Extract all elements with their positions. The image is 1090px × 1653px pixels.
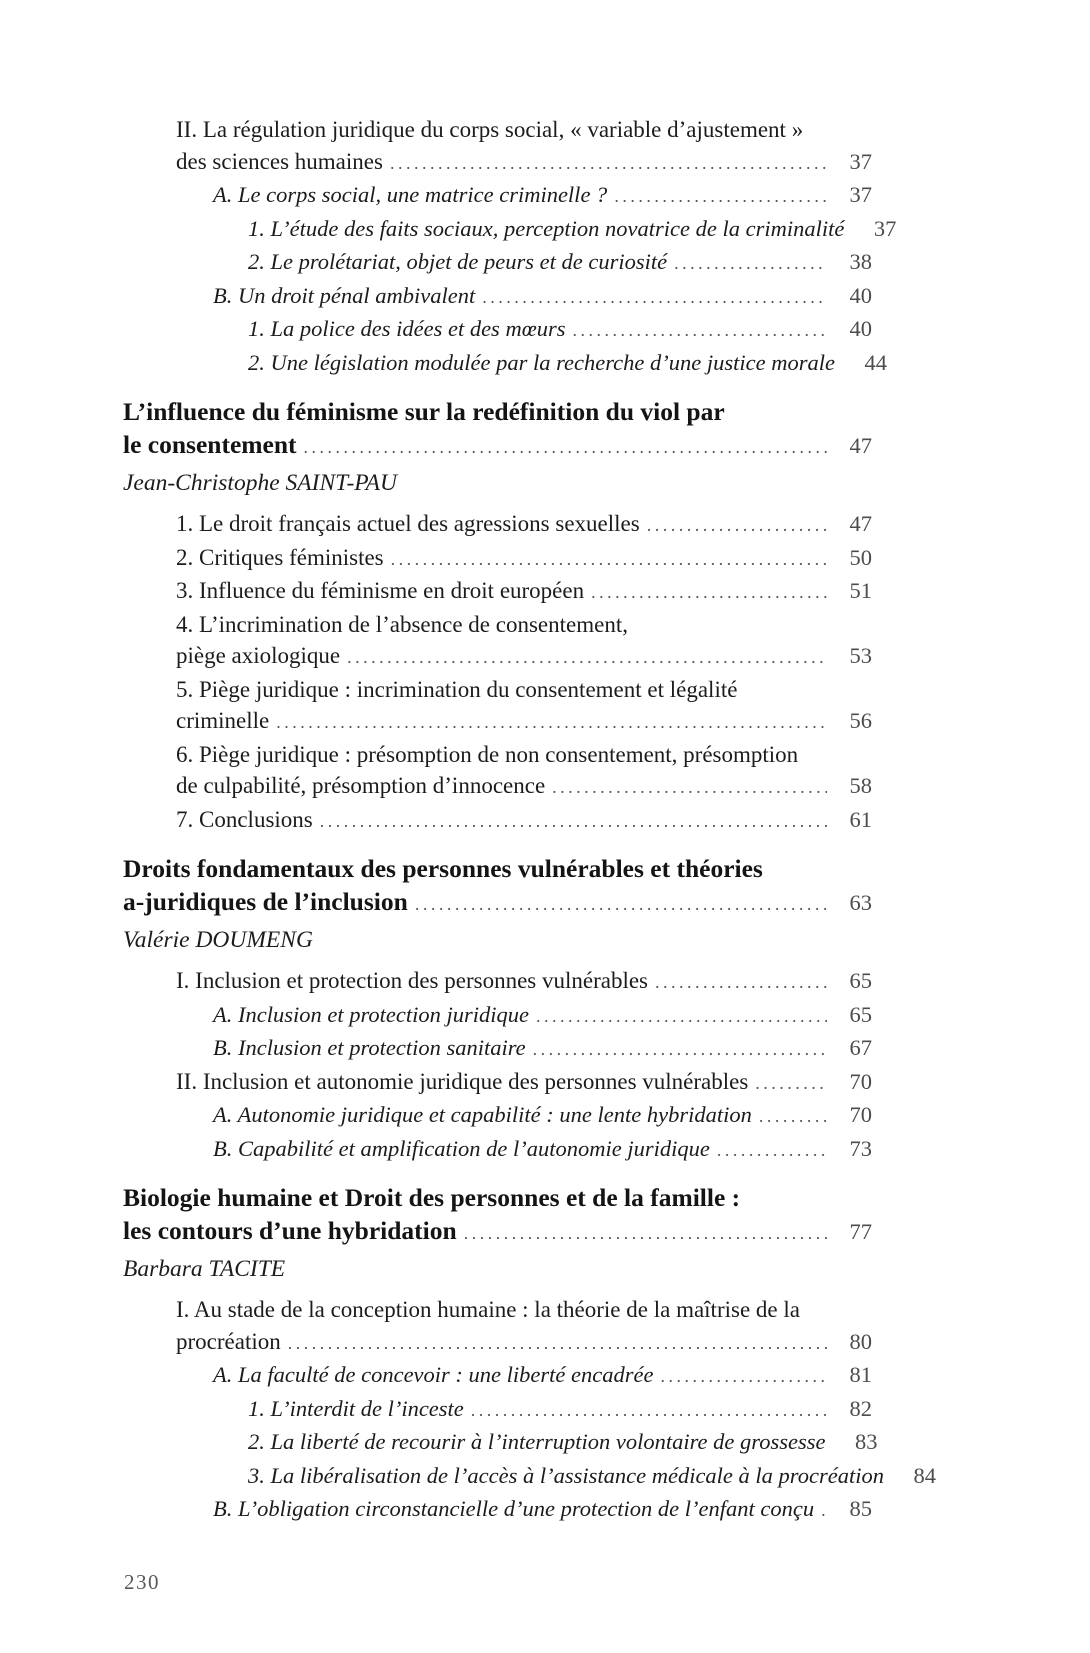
dot-leader bbox=[614, 181, 827, 213]
toc-entry-text: 4. L’incrimination de l’absence de consentement, bbox=[176, 611, 628, 637]
section-title-text: L’influence du féminisme sur la redéfinition du viol par bbox=[123, 397, 725, 426]
section-title-text: les contours d’une hybridation bbox=[123, 1216, 457, 1245]
dot-leader bbox=[821, 1495, 827, 1527]
section-title-text: le consentement bbox=[123, 430, 297, 459]
dot-leader bbox=[304, 431, 828, 464]
toc-entry-text: des sciences humaines bbox=[176, 148, 383, 174]
dot-leader bbox=[464, 1217, 827, 1250]
toc-section bbox=[123, 1181, 936, 1527]
section-title-line bbox=[123, 1214, 872, 1250]
page-number: 80 bbox=[849, 1328, 872, 1354]
dot-leader bbox=[391, 544, 827, 576]
toc-entry-line bbox=[123, 739, 872, 771]
toc-entry-line bbox=[123, 674, 872, 706]
page-number: 63 bbox=[849, 890, 872, 915]
toc-entries bbox=[123, 965, 872, 1166]
toc-entry-text: procréation bbox=[176, 1328, 281, 1354]
page-number: 38 bbox=[849, 249, 872, 274]
toc-entry-line bbox=[123, 1032, 872, 1066]
page-number: 85 bbox=[849, 1496, 872, 1521]
toc-entry-line bbox=[123, 1426, 878, 1460]
section-title-text: Droits fondamentaux des personnes vulnérables et théories bbox=[123, 854, 763, 883]
toc-entry-text: II. Inclusion et autonomie juridique des personnes vulnérables bbox=[176, 1068, 749, 1094]
dot-leader bbox=[647, 510, 827, 542]
page-number: 73 bbox=[849, 1135, 872, 1161]
page-number: 70 bbox=[849, 1102, 872, 1127]
toc-entry-text: 2. Le prolétariat, objet de peurs et de curiosité bbox=[248, 249, 668, 274]
section-title-line bbox=[123, 395, 872, 428]
section-title-line bbox=[123, 852, 872, 885]
toc-entry-line bbox=[123, 1326, 872, 1360]
toc-entry-text: 1. L’étude des faits sociaux, perception novatrice de la criminalité bbox=[248, 215, 845, 241]
page-number: 83 bbox=[854, 1429, 878, 1454]
toc-entry-text: B. Un droit pénal ambivalent bbox=[213, 282, 476, 308]
page-number: 81 bbox=[849, 1362, 872, 1387]
toc-entries bbox=[123, 114, 897, 380]
toc-entry-line bbox=[123, 1099, 872, 1133]
dot-leader bbox=[660, 1361, 827, 1393]
toc-entry-text: B. Inclusion et protection sanitaire bbox=[213, 1035, 526, 1060]
toc-entry-text: 1. L’interdit de l’inceste bbox=[248, 1395, 464, 1421]
dot-leader bbox=[536, 1001, 827, 1033]
page-number: 77 bbox=[849, 1219, 872, 1244]
page-number: 47 bbox=[849, 433, 872, 458]
toc-entry-line bbox=[123, 213, 897, 247]
author-name-text: Valérie DOUMENG bbox=[123, 927, 313, 953]
footer-page-number: 230 bbox=[124, 1570, 160, 1594]
dot-leader bbox=[533, 1034, 827, 1066]
author-name-text: Jean-Christophe SAINT-PAU bbox=[123, 470, 397, 496]
dot-leader bbox=[347, 642, 827, 674]
page-number: 37 bbox=[873, 215, 897, 241]
toc-entry-line bbox=[123, 1493, 872, 1527]
toc-entry-line bbox=[123, 609, 872, 641]
toc-entry-line bbox=[123, 575, 872, 609]
dot-leader bbox=[415, 888, 827, 921]
page-number: 37 bbox=[849, 148, 872, 174]
page-number: 53 bbox=[849, 643, 872, 668]
toc-entry-text: 7. Conclusions bbox=[176, 806, 313, 832]
dot-leader bbox=[755, 1068, 827, 1100]
toc-entry-text: A. La faculté de concevoir : une liberté encadrée bbox=[213, 1362, 654, 1387]
toc-entry-text: B. Capabilité et amplification de l’autonomie juridique bbox=[213, 1135, 710, 1161]
page-number: 65 bbox=[849, 968, 872, 993]
toc-entry-text: 6. Piège juridique : présomption de non consentement, présomption bbox=[176, 741, 799, 767]
dot-leader bbox=[572, 315, 827, 347]
toc-section bbox=[123, 852, 872, 1166]
toc-entry-line bbox=[123, 999, 872, 1033]
section-title-text: a-juridiques de l’inclusion bbox=[123, 887, 408, 916]
page-number: 82 bbox=[849, 1395, 872, 1421]
author-name bbox=[123, 923, 872, 957]
page-number: 70 bbox=[849, 1068, 872, 1094]
page-number: 56 bbox=[849, 708, 872, 733]
dot-leader bbox=[674, 248, 827, 280]
toc-entry-text: 5. Piège juridique : incrimination du consentement et légalité bbox=[176, 676, 738, 702]
toc-entry-line bbox=[123, 179, 872, 213]
toc-entry-text: 1. La police des idées et des mœurs bbox=[248, 316, 566, 341]
toc-entry-line bbox=[123, 1133, 872, 1167]
page-number: 51 bbox=[849, 578, 872, 603]
toc-entry-text: 2. La liberté de recourir à l’interruption volontaire de grossesse bbox=[248, 1429, 826, 1454]
page-number: 47 bbox=[849, 511, 872, 536]
toc-entry-line bbox=[123, 640, 872, 674]
toc-entry-line bbox=[123, 770, 872, 804]
toc-entry-text: A. Inclusion et protection juridique bbox=[213, 1001, 529, 1027]
toc-entry-text: A. Le corps social, une matrice criminelle ? bbox=[213, 182, 608, 207]
toc-entry-text: I. Inclusion et protection des personnes vulnérables bbox=[176, 968, 649, 993]
page-number: 58 bbox=[849, 773, 872, 798]
toc-entries bbox=[123, 508, 872, 837]
page-number: 84 bbox=[913, 1462, 936, 1488]
dot-leader bbox=[320, 806, 827, 838]
toc-entry-text: piège axiologique bbox=[176, 643, 341, 668]
toc-entry-text: I. Au stade de la conception humaine : la théorie de la maîtrise de la bbox=[176, 1297, 800, 1322]
author-name-text: Barbara TACITE bbox=[123, 1256, 286, 1282]
toc-entry-line bbox=[123, 508, 872, 542]
toc-entry-text: A. Autonomie juridique et capabilité : une lente hybridation bbox=[213, 1102, 752, 1127]
dot-leader bbox=[482, 282, 827, 314]
toc-entry-text: II. La régulation juridique du corps social, « variable d’ajustement » bbox=[176, 117, 804, 142]
section-title-line bbox=[123, 428, 872, 464]
toc-entry-text: criminelle bbox=[176, 708, 270, 733]
toc-entry-line bbox=[123, 1460, 936, 1494]
dot-leader bbox=[471, 1395, 827, 1427]
section-title-line bbox=[123, 1181, 872, 1214]
toc-entry-line bbox=[123, 313, 872, 347]
dot-leader bbox=[591, 577, 827, 609]
toc-section bbox=[123, 395, 872, 837]
toc-entry-text: 3. La libéralisation de l’accès à l’assistance médicale à la procréation bbox=[248, 1462, 884, 1488]
dot-leader bbox=[390, 148, 827, 180]
page-number: 61 bbox=[849, 806, 872, 832]
toc-entry-text: 3. Influence du féminisme en droit européen bbox=[176, 578, 585, 603]
page-number: 65 bbox=[849, 1001, 872, 1027]
toc-entry-line bbox=[123, 146, 872, 180]
section-title-line bbox=[123, 885, 872, 921]
toc-entry-line bbox=[123, 542, 872, 576]
dot-leader bbox=[552, 772, 827, 804]
toc-section bbox=[123, 114, 897, 380]
toc-entry-text: 1. Le droit français actuel des agressions sexuelles bbox=[176, 511, 640, 536]
toc-entry-line bbox=[123, 246, 872, 280]
toc-entry-text: de culpabilité, présomption d’innocence bbox=[176, 773, 546, 798]
toc bbox=[123, 114, 936, 1527]
page-number: 40 bbox=[849, 282, 872, 308]
toc-entry-line bbox=[123, 280, 872, 314]
dot-leader bbox=[717, 1135, 827, 1167]
dot-leader bbox=[759, 1101, 827, 1133]
toc-entry-line bbox=[123, 1066, 872, 1100]
toc-entry-text: 2. Une législation modulée par la recherche d’une justice morale bbox=[248, 349, 835, 375]
toc-entry-line bbox=[123, 1294, 872, 1326]
page-number: 40 bbox=[849, 316, 872, 341]
toc-entry-text: 2. Critiques féministes bbox=[176, 544, 384, 570]
dot-leader bbox=[288, 1328, 827, 1360]
section-title-text: Biologie humaine et Droit des personnes et de la famille : bbox=[123, 1183, 741, 1212]
toc-entry-line bbox=[123, 965, 872, 999]
dot-leader bbox=[655, 967, 827, 999]
dot-leader bbox=[276, 707, 827, 739]
toc-entry-line bbox=[123, 1359, 872, 1393]
author-name bbox=[123, 1252, 872, 1286]
toc-entry-line bbox=[123, 347, 887, 381]
page-number: 44 bbox=[864, 349, 887, 375]
page-number: 37 bbox=[849, 182, 872, 207]
author-name bbox=[123, 466, 872, 500]
page-number: 67 bbox=[849, 1035, 872, 1060]
toc-entry-line bbox=[123, 114, 872, 146]
toc-entries bbox=[123, 1294, 936, 1527]
toc-entry-line bbox=[123, 804, 872, 838]
toc-entry-line bbox=[123, 1393, 872, 1427]
toc-entry-text: B. L’obligation circonstancielle d’une protection de l’enfant conçu bbox=[213, 1496, 815, 1521]
page-number: 50 bbox=[849, 544, 872, 570]
toc-entry-line bbox=[123, 705, 872, 739]
